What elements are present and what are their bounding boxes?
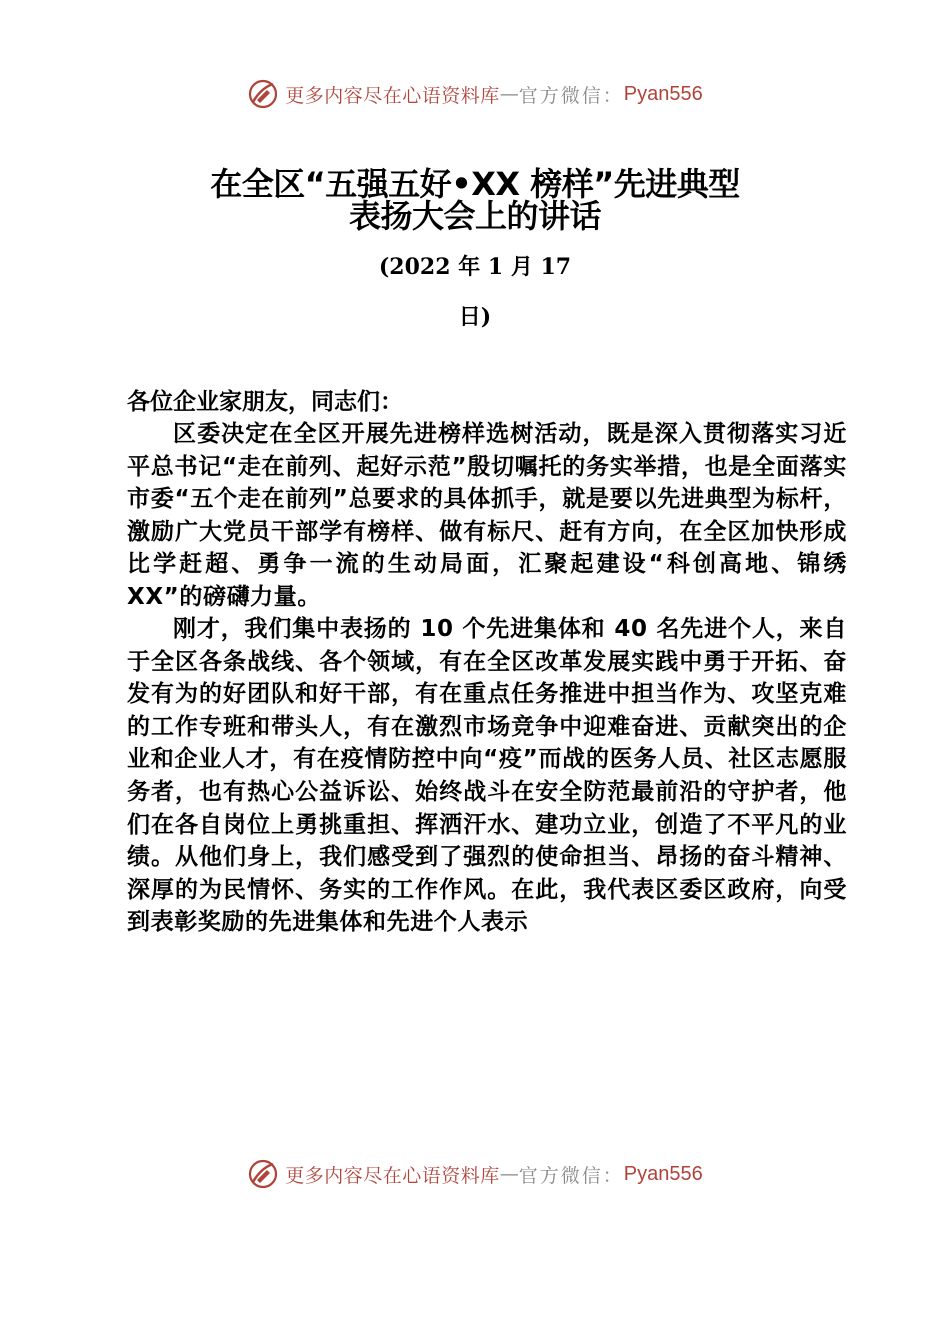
banner-text: 更多内容尽在心语资料库 (285, 84, 500, 107)
pen-logo-icon (247, 78, 279, 110)
document-date-line1: (2022 年 1 月 17 (378, 254, 572, 280)
banner-dash: — (499, 83, 519, 105)
document-date-line2: 日) (458, 304, 492, 330)
banner-wechat-label: 官方微信： (518, 1164, 624, 1187)
document-title-line1: 在全区“五强五好•XX 榜样”先进典型 (210, 165, 740, 203)
banner-dash: — (499, 1163, 519, 1185)
paragraph-text: 刚才，我们集中表扬的 10 个先进集体和 40 名先进个人，来自于全区各条战线、各个领域，有在全区改革发展实践中勇于开拓、奋发有为的好团队和好干部，有在重点任务推进中担当作为、攻坚克难的工作专班和带头人，有在激烈市场竞争中迎难奋进、贡献突出的企业和企业人才，有在疫情防控中向“疫”而战的医务人员、社区志愿服务者，也有热心公益诉讼、始终战斗在安全防范最前沿的守护者，他们在各自岗位上勇挑重担、挥洒汗水、建功立业，创造了不平凡的业绩。从他们身上，我们感受到了强烈的使命担当、昂扬的奋斗精神、深厚的为民情怀、务实的工作作风。在此，我代表区委区政府，向受到表彰奖励的先进集体和先进个人表示 (127, 616, 847, 936)
banner-wechat-label: 官方微信： (518, 84, 624, 107)
banner-wechat-id: Pyan556 (623, 1162, 703, 1185)
banner-text: 更多内容尽在心语资料库 (285, 1164, 500, 1187)
paragraph-1 (127, 418, 847, 614)
footer-banner (0, 1154, 950, 1194)
paragraph-2 (127, 613, 847, 939)
pen-logo-icon (247, 1158, 279, 1190)
header-banner (0, 74, 950, 114)
paragraph-text: 区委决定在全区开展先进榜样选树活动，既是深入贯彻落实习近平总书记“走在前列、起好示范”殷切嘱托的务实举措，也是全面落实市委“五个走在前列”总要求的具体抓手，就是要以先进典型为标杆，激励广大党员干部学有榜样、做有标尺、赶有方向，在全区加快形成比学赶超、勇争一流的生动局面，汇聚起建设“科创高地、锦绣 XX”的磅礴力量。 (127, 421, 847, 610)
document-title-line2: 表扬大会上的讲话 (348, 197, 601, 235)
salutation: 各位企业家朋友，同志们： (127, 389, 403, 415)
banner-wechat-id: Pyan556 (623, 82, 703, 105)
